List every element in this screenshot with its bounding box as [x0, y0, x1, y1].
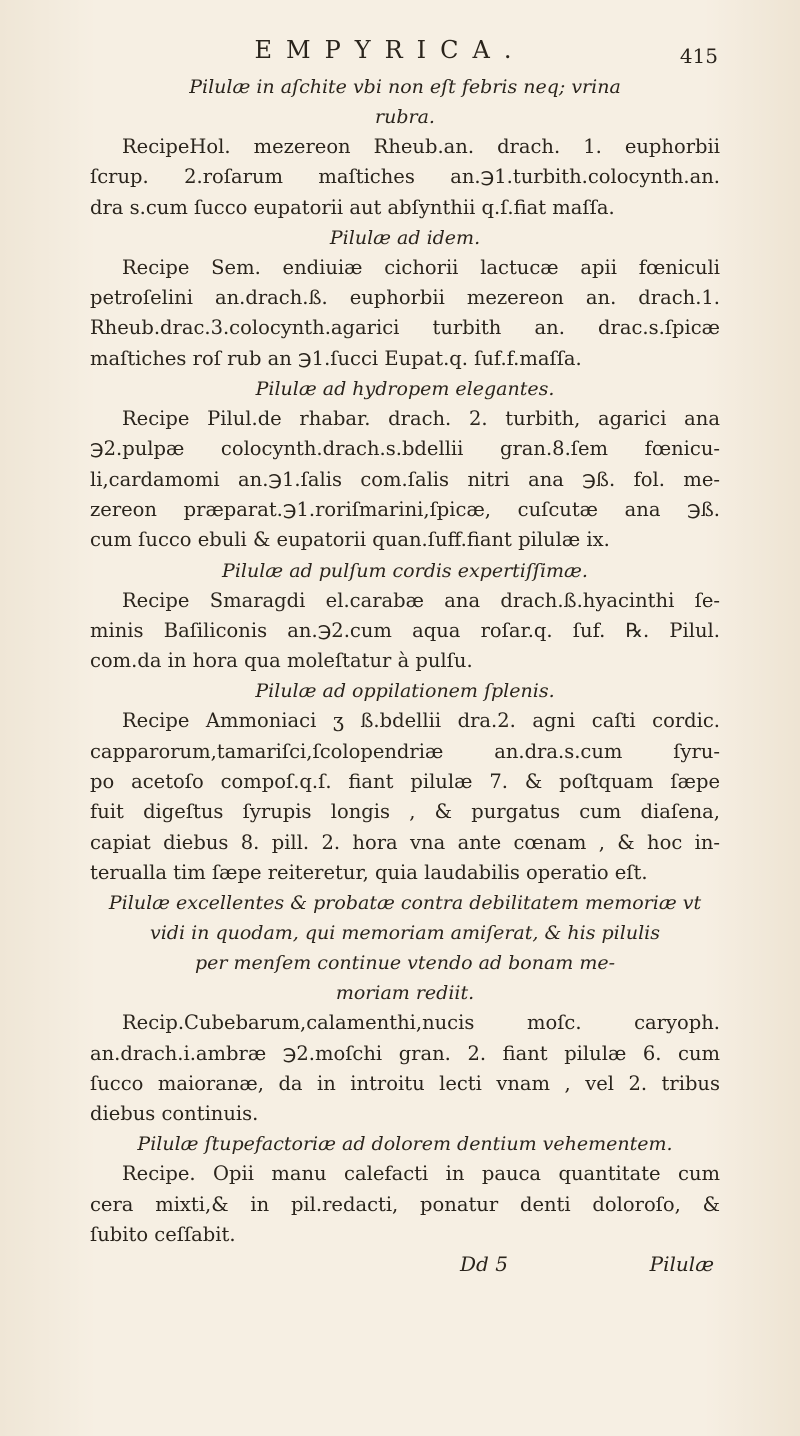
recipe-heading [90, 888, 720, 1008]
signature-mark: Dd 5 [460, 1252, 508, 1277]
heading-line: rubra. [375, 106, 435, 128]
text-line: Recipe Ammoniaci ʒ ß.bdellii dra.2. agni caſti cordic. [122, 709, 720, 733]
text-line: li,cardamomi an.℈1.ſalis com.ſalis nitri ana ℈ß. fol. me- [90, 467, 720, 491]
recipe-heading [90, 374, 720, 404]
recipe-paragraph [90, 706, 720, 888]
heading-line: Pilulæ ſtupefactoriæ ad dolorem dentium vehementem. [137, 1133, 673, 1156]
recipe-heading [90, 72, 720, 132]
text-line: com.da in hora qua moleſtatur à pulſu. [90, 649, 473, 673]
text-line: Recipe Sem. endiuiæ cichorii lactucæ apii fœniculi [122, 255, 720, 279]
heading-line: Pilulæ in aſchite vbi non eſt febris neq; vrina [189, 76, 621, 98]
text-line: terualla tim ſæpe reiteretur, quia laudabilis operatio eſt. [90, 860, 648, 884]
text-line: po acetoſo compoſ.q.ſ. fiant pilulæ 7. & poſtquam ſæpe [90, 770, 720, 794]
running-title: EMPYRICA. [254, 36, 526, 64]
text-line: Recip.Cubebarum,calamenthi,nucis moſc. caryoph. [122, 1011, 720, 1035]
heading-line: Pilulæ ad pulſum cordis expertiſſimæ. [222, 559, 588, 582]
text-line: minis Baſiliconis an.℈2.cum aqua roſar.q. ſuf. ℞. Pilul. [90, 618, 720, 642]
heading-line: Pilulæ excellentes & probatæ contra debilitatem memoriæ vt [108, 892, 702, 915]
text-line: Recipe. Opii manu calefacti in pauca quantitate cum [122, 1162, 720, 1186]
recipe-paragraph [90, 132, 720, 223]
page-number: 415 [679, 44, 718, 68]
text-line: cera mixti,& in pil.redacti, ponatur denti doloroſo, & [90, 1192, 720, 1216]
page-body [90, 72, 720, 1250]
text-line: zereon præparat.℈1.roriſmarini,ſpicæ, cuſcutæ ana ℈ß. [90, 497, 720, 521]
recipe-paragraph [90, 253, 720, 374]
heading-line: vidi in quodam, qui memoriam amiſerat, & his pilulis [150, 922, 660, 945]
text-line: dra s.cum ſucco eupatorii aut abſynthii q.ſ.fiat maſſa. [90, 195, 615, 219]
text-line: diebus continuis. [90, 1102, 259, 1126]
page-header [90, 30, 720, 72]
text-line: RecipeHol. mezereon Rheub.an. drach. 1. euphorbii [122, 135, 720, 158]
recipe-heading [90, 556, 720, 586]
heading-line: Pilulæ ad idem. [329, 226, 481, 249]
text-line: an.drach.i.ambræ ℈2.moſchi gran. 2. fiant pilulæ 6. cum [90, 1041, 720, 1065]
recipe-heading [90, 676, 720, 706]
heading-line: Pilulæ ad oppilationem ſplenis. [255, 680, 555, 703]
recipe-paragraph [90, 1159, 720, 1250]
heading-line: Pilulæ ad hydropem elegantes. [255, 378, 555, 401]
text-line: ℈2.pulpæ colocynth.drach.s.bdellii gran.8.ſem fœnicu- [90, 437, 720, 461]
page-footer [90, 1250, 720, 1284]
text-line: Recipe Smaragdi el.carabæ ana drach.ß.hyacinthi ſe- [122, 588, 720, 612]
text-line: Recipe Pilul.de rhabar. drach. 2. turbith, agarici ana [122, 407, 720, 431]
text-line: capiat diebus 8. pill. 2. hora vna ante cœnam , & hoc in- [90, 830, 720, 854]
recipe-paragraph [90, 404, 720, 555]
recipe-heading [90, 1129, 720, 1159]
text-line: cum ſucco ebuli & eupatorii quan.ſuff.fiant pilulæ ix. [90, 528, 610, 552]
text-line: ſcrup. 2.roſarum maſtiches an.℈1.turbith.colocynth.an. [90, 165, 720, 189]
text-line: Rheub.drac.3.colocynth.agarici turbith an. drac.s.ſpicæ [90, 316, 720, 340]
text-line: capparorum,tamariſci,ſcolopendriæ an.dra.s.cum ſyru- [90, 739, 720, 763]
recipe-paragraph [90, 586, 720, 677]
text-line: ſubito ceſſabit. [90, 1223, 236, 1247]
text-line: fuit digeſtus ſyrupis longis , & purgatus cum diaſena, [90, 800, 720, 824]
catchword: Pilulæ [649, 1252, 714, 1277]
text-line: ſucco maioranæ, da in introitu lecti vnam , vel 2. tribus [90, 1071, 720, 1095]
recipe-paragraph [90, 1008, 720, 1129]
heading-line: per menſem continue vtendo ad bonam me- [194, 952, 616, 975]
heading-line: moriam rediit. [335, 982, 475, 1005]
recipe-heading [90, 223, 720, 253]
text-line: petroſelini an.drach.ß. euphorbii mezereon an. drach.1. [90, 286, 720, 310]
text-line: maſtiches roſ rub an ℈1.ſucci Eupat.q. ſuf.f.maſſa. [90, 346, 582, 370]
